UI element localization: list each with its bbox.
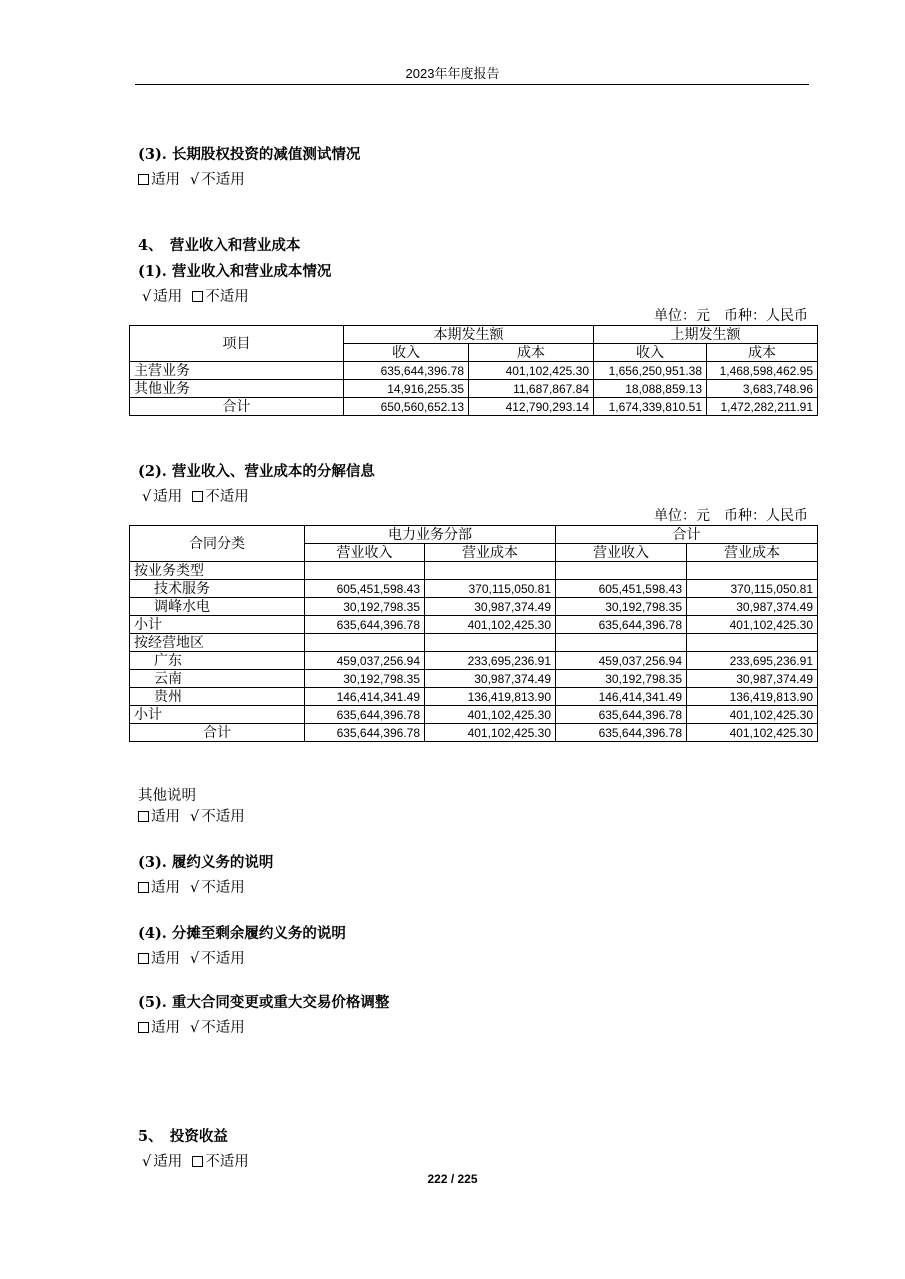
col-seg-cost-header: 营业成本	[425, 544, 556, 562]
row-label: 贵州	[130, 688, 305, 706]
cell-value: 1,656,250,951.38	[594, 362, 707, 380]
cell-value: 3,683,748.96	[707, 380, 818, 398]
check-mark-icon: √	[190, 951, 200, 967]
cell-value: 18,088,859.13	[594, 380, 707, 398]
option-row-s4-5	[138, 1016, 245, 1037]
cell-value: 30,192,798.35	[305, 670, 425, 688]
option-row-other-note	[138, 805, 245, 826]
cell-value	[687, 634, 818, 652]
col-contract-class-header: 合同分类	[130, 526, 305, 562]
row-label: 调峰水电	[130, 598, 305, 616]
not-applicable-label: 不适用	[205, 289, 249, 305]
cell-value: 412,790,293.14	[469, 398, 594, 416]
check-mark-icon: √	[142, 489, 152, 505]
not-applicable-label: 不适用	[205, 1154, 249, 1170]
cell-value: 401,102,425.30	[425, 706, 556, 724]
cell-value: 14,916,255.35	[344, 380, 469, 398]
row-label: 云南	[130, 670, 305, 688]
cell-value: 401,102,425.30	[425, 616, 556, 634]
unchecked-box-icon	[138, 174, 149, 185]
cell-value	[556, 634, 687, 652]
row-label: 广东	[130, 652, 305, 670]
check-mark-icon: √	[190, 1020, 200, 1036]
cell-value: 635,644,396.78	[556, 706, 687, 724]
cell-value: 370,115,050.81	[425, 580, 556, 598]
col-prior-revenue-header: 收入	[594, 344, 707, 362]
cell-value: 30,987,374.49	[687, 598, 818, 616]
cell-value: 635,644,396.78	[305, 616, 425, 634]
cell-value: 30,192,798.35	[305, 598, 425, 616]
applicable-label: 适用	[151, 172, 180, 188]
row-label: 合计	[130, 724, 305, 742]
cell-value: 30,987,374.49	[425, 670, 556, 688]
cell-value	[305, 634, 425, 652]
unchecked-box-icon	[138, 882, 149, 893]
row-label: 其他业务	[130, 380, 344, 398]
option-row-s4-4	[138, 947, 245, 968]
row-label: 主营业务	[130, 362, 344, 380]
applicable-label: 适用	[151, 809, 180, 825]
applicable-label: 适用	[151, 951, 180, 967]
applicable-label: 适用	[151, 880, 180, 896]
cell-value: 146,414,341.49	[305, 688, 425, 706]
row-label: 小计	[130, 616, 305, 634]
cell-value: 635,644,396.78	[305, 724, 425, 742]
cell-value: 136,419,813.90	[425, 688, 556, 706]
section-4-4-heading: (4). 分摊至剩余履约义务的说明	[138, 925, 346, 942]
col-prior-cost-header: 成本	[707, 344, 818, 362]
row-label: 合计	[130, 398, 344, 416]
cell-value: 30,987,374.49	[425, 598, 556, 616]
unchecked-box-icon	[138, 1022, 149, 1033]
col-current-cost-header: 成本	[469, 344, 594, 362]
applicable-label: 适用	[153, 1154, 183, 1170]
not-applicable-label: 不适用	[201, 880, 245, 896]
not-applicable-label: 不适用	[205, 489, 249, 505]
cell-value: 401,102,425.30	[469, 362, 594, 380]
cell-value: 1,468,598,462.95	[707, 362, 818, 380]
cell-value: 605,451,598.43	[305, 580, 425, 598]
unchecked-box-icon	[138, 953, 149, 964]
cell-value: 459,037,256.94	[556, 652, 687, 670]
not-applicable-label: 不适用	[201, 172, 245, 188]
table-row	[130, 688, 818, 706]
cell-value: 11,687,867.84	[469, 380, 594, 398]
table-row	[130, 652, 818, 670]
cell-value	[305, 562, 425, 580]
table-row	[130, 562, 818, 580]
col-total-cost-header: 营业成本	[687, 544, 818, 562]
cell-value	[556, 562, 687, 580]
cell-value: 146,414,341.49	[556, 688, 687, 706]
applicable-label: 适用	[153, 289, 183, 305]
unchecked-box-icon	[138, 811, 149, 822]
cell-value: 233,695,236.91	[425, 652, 556, 670]
option-row-s3	[138, 168, 245, 189]
not-applicable-label: 不适用	[201, 951, 245, 967]
table-row	[130, 634, 818, 652]
check-mark-icon: √	[142, 289, 152, 305]
cell-value	[425, 634, 556, 652]
check-mark-icon: √	[190, 172, 200, 188]
table-row-total	[130, 398, 818, 416]
option-row-s4-1	[142, 285, 249, 306]
cell-value: 1,674,339,810.51	[594, 398, 707, 416]
check-mark-icon: √	[190, 809, 200, 825]
section-5-heading: 5、 投资收益	[138, 1128, 228, 1145]
cell-value: 370,115,050.81	[687, 580, 818, 598]
row-label: 按业务类型	[130, 562, 305, 580]
applicable-label: 适用	[151, 1020, 180, 1036]
cell-value	[687, 562, 818, 580]
cell-value	[425, 562, 556, 580]
cell-value: 401,102,425.30	[687, 724, 818, 742]
section-4-3-heading: (3). 履约义务的说明	[138, 854, 274, 871]
cell-value: 605,451,598.43	[556, 580, 687, 598]
col-prior-period-header: 上期发生额	[594, 326, 818, 344]
col-power-segment-header: 电力业务分部	[305, 526, 556, 544]
cell-value: 635,644,396.78	[556, 616, 687, 634]
section-4-heading: 4、 营业收入和营业成本	[138, 237, 301, 254]
table-row	[130, 598, 818, 616]
page-number: 222 / 225	[427, 1172, 478, 1186]
table-row	[130, 362, 818, 380]
cell-value: 136,419,813.90	[687, 688, 818, 706]
cell-value: 635,644,396.78	[344, 362, 469, 380]
cell-value: 459,037,256.94	[305, 652, 425, 670]
unit-currency-line: 单位：元 币种：人民币	[654, 308, 808, 324]
cell-value: 401,102,425.30	[425, 724, 556, 742]
section-4-5-heading: (5). 重大合同变更或重大交易价格调整	[138, 994, 390, 1011]
unchecked-box-icon	[192, 1156, 203, 1167]
col-seg-revenue-header: 营业收入	[305, 544, 425, 562]
row-label: 小计	[130, 706, 305, 724]
table-row	[130, 706, 818, 724]
cell-value: 30,987,374.49	[687, 670, 818, 688]
report-header-title: 2023年年度报告	[405, 66, 500, 81]
col-total-revenue-header: 营业收入	[556, 544, 687, 562]
option-row-s5	[142, 1150, 249, 1171]
col-current-period-header: 本期发生额	[344, 326, 594, 344]
table-row	[130, 670, 818, 688]
other-note-label: 其他说明	[138, 788, 196, 804]
cell-value: 401,102,425.30	[687, 706, 818, 724]
option-row-s4-3	[138, 876, 245, 897]
table-row	[130, 616, 818, 634]
table-row	[130, 380, 818, 398]
unchecked-box-icon	[192, 491, 203, 502]
table-row-total	[130, 724, 818, 742]
option-row-s4-2	[142, 485, 249, 506]
cell-value: 30,192,798.35	[556, 670, 687, 688]
cell-value: 233,695,236.91	[687, 652, 818, 670]
not-applicable-label: 不适用	[201, 1020, 245, 1036]
cell-value: 401,102,425.30	[687, 616, 818, 634]
row-label: 技术服务	[130, 580, 305, 598]
section-4-2-heading: (2). 营业收入、营业成本的分解信息	[138, 463, 375, 480]
revenue-cost-table	[129, 325, 818, 416]
cell-value: 1,472,282,211.91	[707, 398, 818, 416]
cell-value: 650,560,652.13	[344, 398, 469, 416]
applicable-label: 适用	[153, 489, 183, 505]
unchecked-box-icon	[192, 291, 203, 302]
col-total-header: 合计	[556, 526, 818, 544]
check-mark-icon: √	[142, 1154, 152, 1170]
not-applicable-label: 不适用	[201, 809, 245, 825]
section-3-heading: (3). 长期股权投资的减值测试情况	[138, 146, 361, 163]
revenue-breakdown-table	[129, 525, 818, 742]
cell-value: 635,644,396.78	[556, 724, 687, 742]
row-label: 按经营地区	[130, 634, 305, 652]
check-mark-icon: √	[190, 880, 200, 896]
cell-value: 635,644,396.78	[305, 706, 425, 724]
header-divider	[135, 84, 809, 85]
unit-currency-line-2: 单位：元 币种：人民币	[654, 508, 808, 524]
col-current-revenue-header: 收入	[344, 344, 469, 362]
section-4-1-heading: (1). 营业收入和营业成本情况	[138, 263, 332, 280]
col-item-header: 项目	[130, 326, 344, 362]
table-row	[130, 580, 818, 598]
cell-value: 30,192,798.35	[556, 598, 687, 616]
